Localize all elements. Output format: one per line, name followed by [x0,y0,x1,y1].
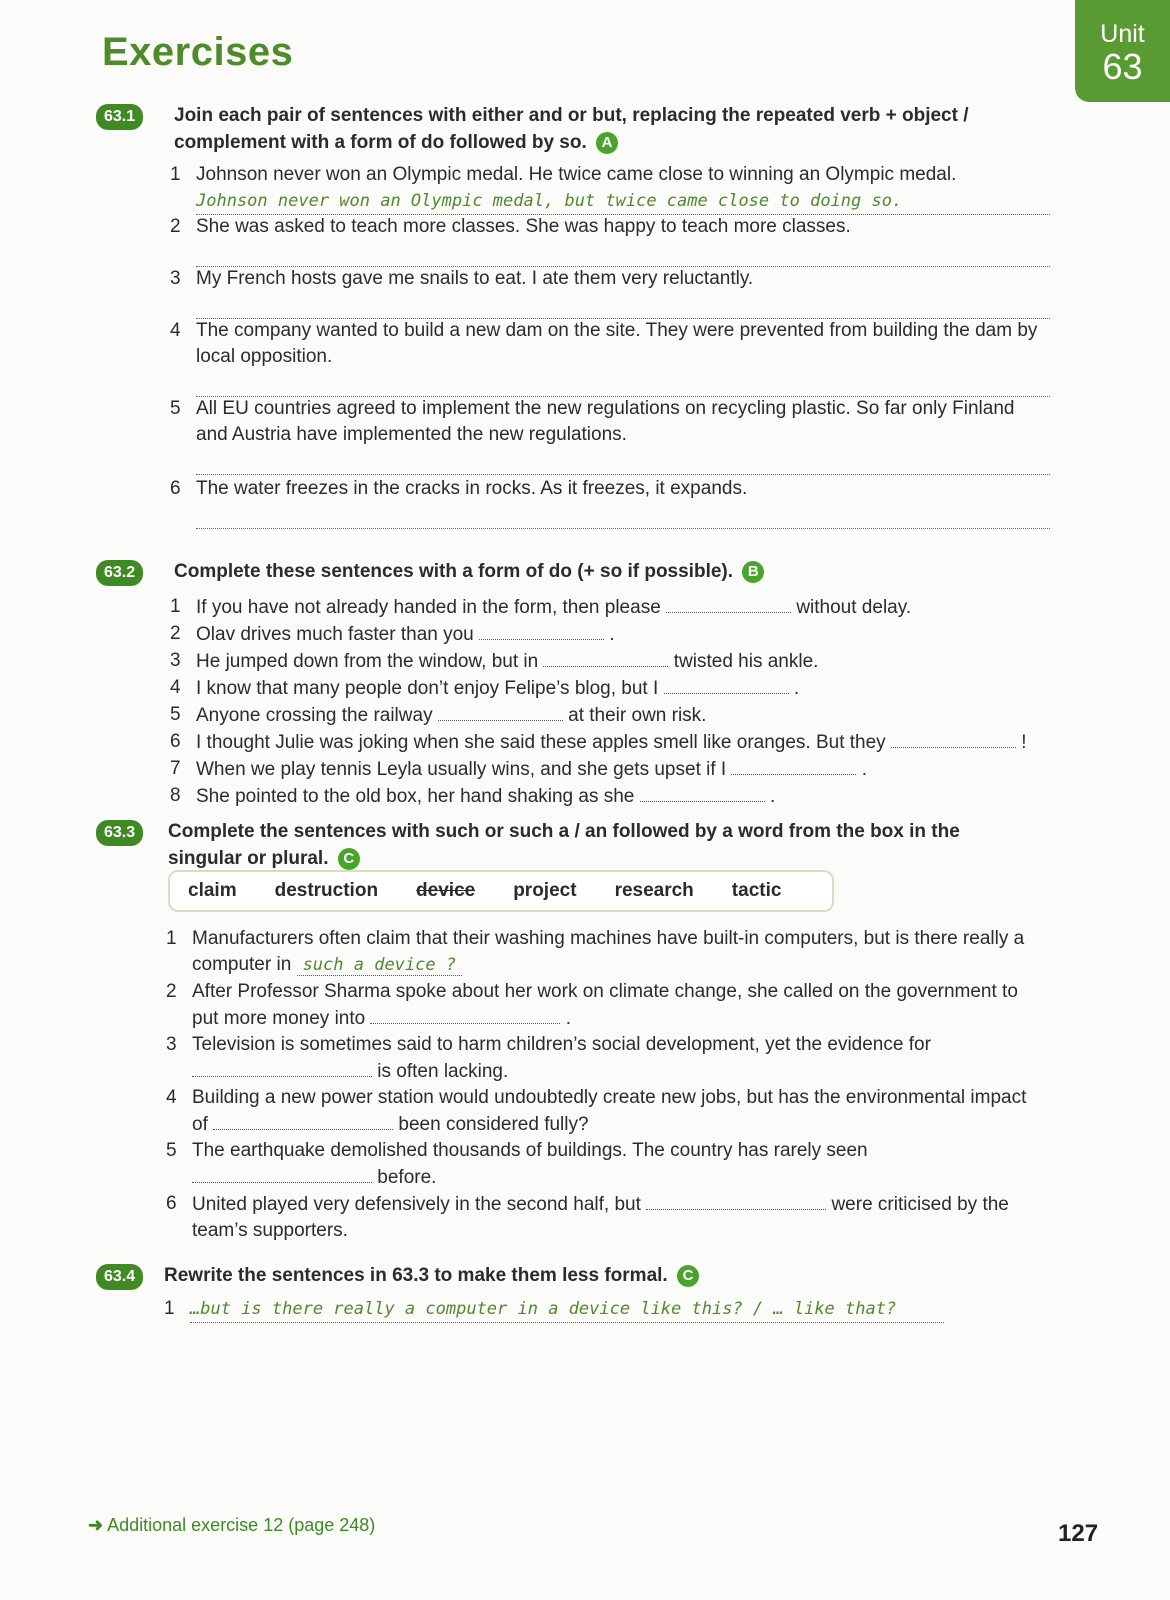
list-item [166,926,1046,979]
item-text: Television is sometimes said to harm children’s social development, yet the evidence for [192,1034,931,1055]
item-text-end: been considered fully? [398,1114,589,1135]
list-item [166,979,1046,1032]
blank-field[interactable] [479,621,604,640]
list-item [166,1191,1046,1244]
item-text-end: . [609,624,615,645]
page-title: Exercises [102,30,294,74]
item-number: 6 [166,1193,177,1214]
instruction-text: Join each pair of sentences with either and or but, replacing the repeated verb + object / complement with a form of do followed by so. [174,105,969,153]
item-text: She pointed to the old box, her hand shaking as she [196,786,635,807]
answer-field[interactable]: Johnson never won an Olympic medal, but twice came close to doing so. [196,188,1050,215]
exercise-63-4-header [96,1262,1036,1289]
item-number: 8 [170,785,181,806]
exercise-63-2-header [96,558,1036,585]
item-text: Building a new power station would undoubtedly create new jobs, but has the environmental impact of [192,1087,1027,1135]
list-item [166,1138,1046,1191]
item-text-end: ! [1021,732,1027,753]
footer-page-ref: (page 248) [288,1515,376,1535]
item-number: 6 [170,731,181,752]
exercise-number-badge: 63.3 [96,820,143,846]
list-item [170,702,1050,729]
item-text: She was asked to teach more classes. She was happy to teach more classes. [196,216,851,237]
item-text-end: without delay. [796,597,912,618]
item-text-end: is often lacking. [377,1061,509,1082]
additional-exercise-link[interactable] [88,1515,375,1536]
list-item [164,1296,944,1323]
box-word: destruction [274,880,379,901]
box-word: claim [188,880,237,901]
item-number: 4 [170,677,181,698]
blank-field[interactable] [370,1005,560,1024]
item-text: United played very defensively in the second half, but [192,1194,641,1215]
item-text-end: before. [377,1167,437,1188]
item-text: All EU countries agreed to implement the new regulations on recycling plastic. So far only Finland and Austria have implemented the new regulations. [196,398,1015,445]
word-box [168,870,834,912]
item-text-end: . [861,759,868,780]
item-number: 5 [170,704,181,725]
unit-number: 63 [1102,46,1143,87]
item-number: 3 [166,1034,177,1055]
blank-field[interactable] [666,594,791,613]
blank-field[interactable] [664,675,789,694]
answer-field[interactable]: such a device ? [297,955,463,976]
exercise-instruction [174,558,1036,585]
item-text: If you have not already handed in the form, then please [196,597,661,618]
page-number: 127 [1058,1520,1099,1547]
item-text-end: . [769,786,776,807]
item-text-end: . [565,1008,572,1029]
exercise-63-2-items [170,594,1050,810]
blank-field[interactable] [731,756,856,775]
arrow-right-icon: ➜ [88,1515,104,1535]
instruction-text: Complete the sentences with such or such a / an followed by a word from the box in the singular or plural. [168,821,960,869]
item-number: 4 [166,1087,177,1108]
footer-link-text: Additional exercise 12 [107,1515,284,1535]
item-text: I thought Julie was joking when she said these apples smell like oranges. But they [196,732,886,753]
item-number: 5 [166,1140,177,1161]
item-text: When we play tennis Leyla usually wins, and she gets upset if I [196,759,727,780]
exercise-63-3-header [96,818,1036,872]
item-number: 2 [170,623,181,644]
exercise-instruction [168,818,1036,872]
answer-field[interactable]: …but is there really a computer in a device like this? / … like that? [190,1296,944,1323]
exercise-instruction [164,1262,1036,1289]
item-text: He jumped down from the window, but in [196,651,539,672]
exercise-number-badge: 63.4 [96,1264,143,1290]
list-item [170,756,1050,783]
section-ref-badge: B [742,561,764,583]
item-text: My French hosts gave me snails to eat. I ate them very reluctantly. [196,268,754,289]
item-number: 3 [170,268,181,289]
unit-tab [1075,0,1170,102]
list-item [170,396,1050,476]
exercise-number-badge: 63.2 [96,560,143,586]
exercise-63-3-items [166,926,1046,1244]
list-item [170,266,1050,318]
instruction-text: Complete these sentences with a form of do (+ so if possible). [174,561,734,582]
exercise-63-1-items [170,162,1050,528]
item-text: After Professor Sharma spoke about her work on climate change, she called on the government to put more money into [192,981,1018,1029]
list-item [166,1032,1046,1085]
list-item [170,621,1050,648]
item-text: The water freezes in the cracks in rocks. As it freezes, it expands. [196,478,748,499]
blank-field[interactable] [646,1191,826,1210]
item-number: 6 [170,478,181,499]
item-text-end: . [793,678,800,699]
item-text-end: at their own risk. [568,705,707,726]
item-text: Manufacturers often claim that their washing machines have built-in computers, but is there really a computer in [192,928,1025,975]
item-number: 5 [170,398,181,419]
list-item [170,318,1050,396]
blank-field[interactable] [543,648,668,667]
item-text-end: twisted his ankle. [673,651,819,672]
exercise-63-4-items [164,1296,944,1323]
list-item [170,729,1050,756]
exercise-63-1-header [96,102,1036,156]
box-word-used: device [416,880,476,901]
list-item [170,648,1050,675]
section-ref-badge: C [677,1265,699,1287]
item-number: 2 [170,216,181,237]
list-item [170,783,1050,810]
box-word: research [614,880,694,901]
answer-field[interactable] [196,502,1050,529]
item-number: 1 [164,1298,175,1319]
exercise-instruction [174,102,1036,156]
unit-label: Unit [1100,20,1145,48]
blank-field[interactable] [213,1111,393,1130]
answer-field[interactable] [196,240,1050,267]
section-ref-badge: C [338,848,360,870]
box-word: tactic [731,880,782,901]
item-number: 1 [170,164,181,185]
blank-field[interactable] [640,783,765,802]
box-word: project [513,880,577,901]
answer-field[interactable] [196,292,1050,319]
instruction-text: Rewrite the sentences in 63.3 to make them less formal. [164,1265,668,1286]
item-number: 2 [166,981,177,1002]
blank-field[interactable] [192,1164,372,1183]
exercise-number-badge: 63.1 [96,104,143,130]
list-item [170,162,1050,214]
item-number: 1 [170,596,181,617]
blank-field[interactable] [891,729,1016,748]
item-text: I know that many people don’t enjoy Felipe’s blog, but I [196,678,659,699]
item-text: The company wanted to build a new dam on the site. They were prevented from building the dam by local opposition. [196,320,1038,367]
item-number: 3 [170,650,181,671]
list-item [170,594,1050,621]
blank-field[interactable] [438,702,563,721]
item-number: 4 [170,320,181,341]
blank-field[interactable] [192,1058,372,1077]
answer-field[interactable] [196,370,1050,397]
item-text: Anyone crossing the railway [196,705,433,726]
item-text-end: were criticised by the team’s supporters. [192,1194,1009,1241]
list-item [170,675,1050,702]
item-number: 7 [170,758,181,779]
item-text: Olav drives much faster than you [196,624,474,645]
list-item [170,214,1050,266]
section-ref-badge: A [596,132,618,154]
list-item [170,476,1050,528]
list-item [166,1085,1046,1138]
item-text: The earthquake demolished thousands of buildings. The country has rarely seen [192,1140,868,1161]
item-number: 1 [166,928,177,949]
item-text: Johnson never won an Olympic medal. He twice came close to winning an Olympic medal. [196,164,957,185]
answer-field[interactable] [196,448,1050,475]
